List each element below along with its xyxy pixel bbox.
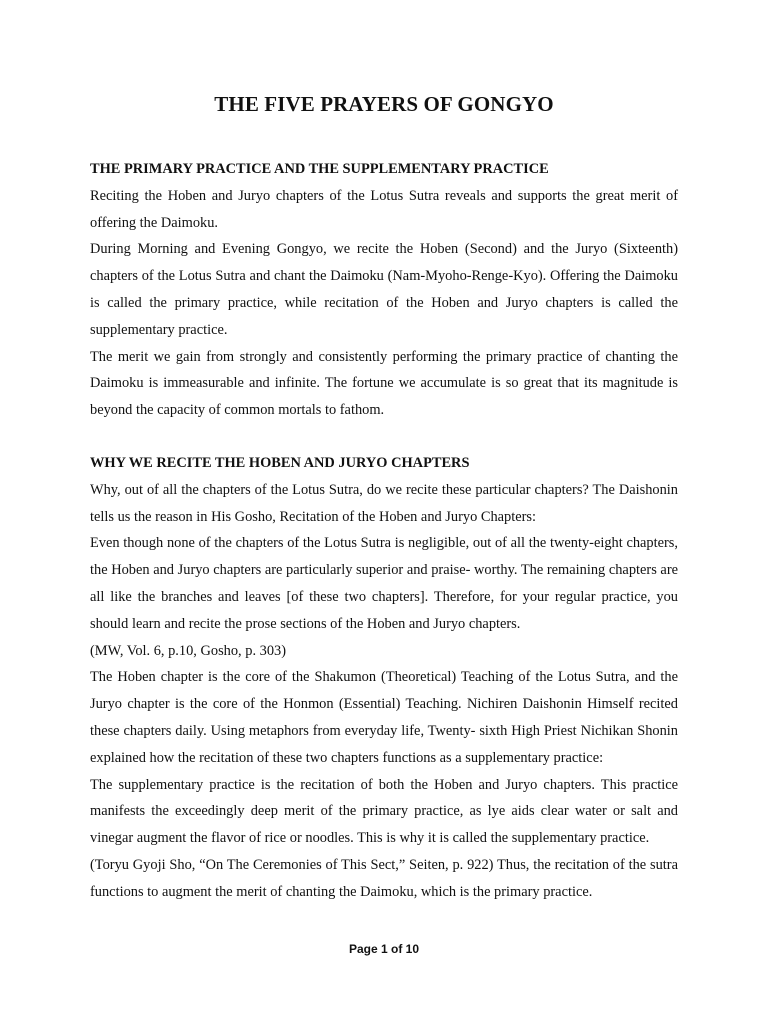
- quote-paragraph: Even though none of the chapters of the Lotus Sutra is negligible, out of all the twenty-eight chapters, the Hoben and Juryo chapters are particularly superior and praise- worthy. The remaining chapters are all like the branches and leaves [of these two chapters]. Therefore, for your regular practice, you should learn and recite the prose sections of the Hoben and Juryo chapters.: [90, 535, 678, 632]
- paragraph: During Morning and Evening Gongyo, we recite the Hoben (Second) and the Juryo (Sixteenth) chapters of the Lotus Sutra and chant the Daimoku (Nam-Myoho-Renge-Kyo). Offering the Daimoku is called the primary practice, while recitation of the Hoben and Juryo chapters is called the supplementary practice.: [90, 241, 678, 338]
- document-body: [90, 156, 678, 906]
- citation-paragraph: (Toryu Gyoji Sho, “On The Ceremonies of This Sect,” Seiten, p. 922) Thus, the recitation of the sutra functions to augment the merit of chanting the Daimoku, which is the primary practice.: [90, 856, 678, 900]
- paragraph: The Hoben chapter is the core of the Shakumon (Theoretical) Teaching of the Lotus Sutra, and the Juryo chapter is the core of the Honmon (Essential) Teaching. Nichiren Daishonin Himself recited these chapters daily. Using metaphors from everyday life, Twenty- sixth High Priest Nichikan Shonin explained how the recitation of these two chapters functions as a supplementary practice:: [90, 669, 678, 766]
- section-spacer: [90, 424, 678, 450]
- quote-paragraph: The supplementary practice is the recitation of both the Hoben and Juryo chapters. This practice manifests the exceedingly deep merit of the primary practice, as lye aids clear water or salt and vinegar augment the flavor of rice or noodles. This is why it is called the supplementary practice.: [90, 776, 678, 847]
- citation: (MW, Vol. 6, p.10, Gosho, p. 303): [90, 642, 287, 659]
- page-number: Page 1 of 10: [348, 942, 420, 956]
- section-why-recite: [90, 450, 678, 906]
- section-heading: WHY WE RECITE THE HOBEN AND JURYO CHAPTERS: [90, 454, 470, 471]
- section-heading: THE PRIMARY PRACTICE AND THE SUPPLEMENTARY PRACTICE: [90, 161, 549, 177]
- paragraph: The merit we gain from strongly and consistently performing the primary practice of chanting the Daimoku is immeasurable and infinite. The fortune we accumulate is so great that its magnitude is beyond the capacity of common mortals to fathom.: [90, 348, 678, 419]
- paragraph: Reciting the Hoben and Juryo chapters of the Lotus Sutra reveals and supports the great merit of offering the Daimoku.: [90, 187, 678, 231]
- paragraph: Why, out of all the chapters of the Lotus Sutra, do we recite these particular chapters? The Daishonin tells us the reason in His Gosho, Recitation of the Hoben and Juryo Chapters:: [90, 481, 678, 525]
- section-primary-practice: [90, 156, 678, 424]
- document-title: THE FIVE PRAYERS OF GONGYO: [214, 92, 554, 116]
